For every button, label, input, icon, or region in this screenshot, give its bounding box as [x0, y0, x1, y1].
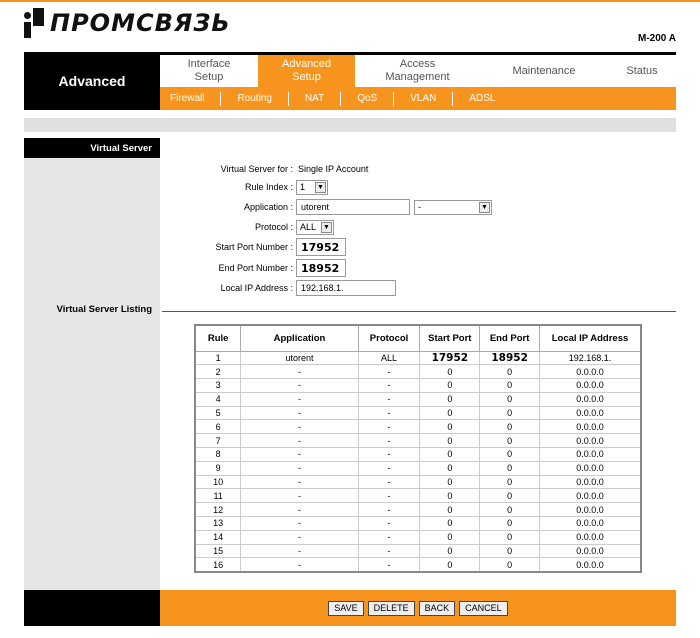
table-cell: 0 [480, 392, 540, 406]
table-cell: 0.0.0.0 [540, 544, 642, 558]
table-row [195, 475, 641, 489]
table-cell: 0 [420, 392, 480, 406]
table-cell: 1 [195, 351, 241, 365]
table-cell: 0 [420, 448, 480, 462]
save-button[interactable]: SAVE [328, 601, 363, 616]
col-rule: Rule [195, 325, 241, 351]
col-protocol: Protocol [358, 325, 420, 351]
subtab-vlan[interactable]: VLAN [393, 92, 452, 106]
col-end-port: End Port [480, 325, 540, 351]
table-cell: 0 [480, 365, 540, 379]
table-cell: 0 [480, 475, 540, 489]
table-cell: 0 [480, 503, 540, 517]
table-cell: 0 [420, 365, 480, 379]
table-cell: - [241, 530, 358, 544]
table-cell: 9 [195, 461, 241, 475]
virtual-server-table [194, 324, 642, 573]
table-cell: 0.0.0.0 [540, 475, 642, 489]
table-cell: - [358, 365, 420, 379]
table-cell: 3 [195, 379, 241, 393]
table-cell: - [358, 406, 420, 420]
table-cell: 11 [195, 489, 241, 503]
table-cell: 17952 [420, 351, 480, 365]
table-row [195, 558, 641, 572]
table-cell: 6 [195, 420, 241, 434]
application-row [164, 199, 492, 215]
table-cell: 0 [420, 530, 480, 544]
virtual-server-for-row [164, 161, 368, 177]
table-cell: - [241, 558, 358, 572]
rule-index-select[interactable]: 1 ▼ [296, 180, 328, 195]
table-cell: - [358, 448, 420, 462]
col-application: Application [241, 325, 358, 351]
table-cell: 0 [480, 544, 540, 558]
table-row [195, 448, 641, 462]
chevron-down-icon: ▼ [321, 222, 332, 233]
table-row [195, 461, 641, 475]
protocol-select[interactable]: ALL ▼ [296, 220, 334, 235]
table-cell: ALL [358, 351, 420, 365]
table-row [195, 544, 641, 558]
table-cell: 0 [420, 544, 480, 558]
subtab-routing[interactable]: Routing [220, 92, 287, 106]
chevron-down-icon: ▼ [315, 182, 326, 193]
table-cell: 4 [195, 392, 241, 406]
table-row [195, 420, 641, 434]
table-cell: - [241, 379, 358, 393]
tab-access-management[interactable]: Access Management [385, 58, 450, 83]
table-cell: utorent [241, 351, 358, 365]
table-cell: - [358, 558, 420, 572]
table-cell: 0 [480, 406, 540, 420]
logo-icon [24, 8, 44, 38]
rule-index-label: Rule Index : [244, 182, 293, 192]
table-cell: 13 [195, 517, 241, 531]
table-cell: 0.0.0.0 [540, 379, 642, 393]
table-cell: 0 [480, 434, 540, 448]
left-column [24, 138, 160, 590]
table-cell: 0 [420, 420, 480, 434]
grey-separator [24, 118, 676, 132]
top-accent-bar [0, 0, 700, 2]
subtab-firewall[interactable]: Firewall [170, 92, 205, 104]
table-cell: 0 [480, 558, 540, 572]
table-cell: - [241, 461, 358, 475]
end-port-label: End Port Number : [218, 263, 293, 273]
application-label: Application : [243, 202, 293, 212]
table-cell: - [358, 420, 420, 434]
table-cell: 0 [420, 517, 480, 531]
table-cell: 192.168.1. [540, 351, 642, 365]
table-cell: 0 [480, 379, 540, 393]
tab-interface-setup[interactable]: Interface Setup [187, 58, 231, 83]
table-cell: 0 [420, 503, 480, 517]
subtab-qos[interactable]: QoS [340, 92, 393, 106]
table-cell: - [358, 392, 420, 406]
table-cell: - [241, 517, 358, 531]
table-cell: - [241, 406, 358, 420]
delete-button[interactable]: DELETE [368, 601, 415, 616]
table-row [195, 406, 641, 420]
local-ip-row [164, 280, 396, 296]
table-cell: 0 [420, 489, 480, 503]
table-cell: 5 [195, 406, 241, 420]
table-row [195, 434, 641, 448]
table-cell: - [241, 448, 358, 462]
end-port-input[interactable]: 18952 [296, 259, 346, 277]
start-port-input[interactable]: 17952 [296, 238, 346, 256]
table-cell: 16 [195, 558, 241, 572]
rule-index-row [164, 179, 328, 195]
table-cell: - [358, 530, 420, 544]
table-cell: 0.0.0.0 [540, 503, 642, 517]
table-row [195, 517, 641, 531]
table-cell: - [241, 503, 358, 517]
col-start-port: Start Port [420, 325, 480, 351]
application-input[interactable]: utorent [296, 199, 410, 215]
local-ip-label: Local IP Address : [220, 283, 293, 293]
table-cell: - [358, 475, 420, 489]
table-cell: 0 [420, 475, 480, 489]
table-cell: - [241, 365, 358, 379]
table-cell: 0 [480, 448, 540, 462]
main-tabs [160, 55, 676, 87]
table-cell: 18952 [480, 351, 540, 365]
table-cell: 15 [195, 544, 241, 558]
table-cell: - [241, 475, 358, 489]
table-row [195, 379, 641, 393]
local-ip-input[interactable]: 192.168.1. [296, 280, 396, 296]
table-row [195, 503, 641, 517]
brand-name: ПРОМСВЯЗЬ [50, 9, 231, 37]
table-cell: - [358, 503, 420, 517]
virtual-server-for-label: Virtual Server for : [220, 164, 293, 174]
table-cell: 0.0.0.0 [540, 489, 642, 503]
footer-actions [160, 590, 676, 626]
table-cell: 0.0.0.0 [540, 517, 642, 531]
protocol-row [164, 219, 334, 235]
back-button[interactable]: BACK [419, 601, 456, 616]
footer-left [24, 590, 160, 626]
protocol-label: Protocol : [254, 222, 293, 232]
table-row [195, 351, 641, 365]
table-cell: - [358, 517, 420, 531]
table-cell: 0.0.0.0 [540, 365, 642, 379]
table-cell: 0 [480, 489, 540, 503]
table-cell: - [358, 461, 420, 475]
table-cell: 0 [480, 420, 540, 434]
start-port-label: Start Port Number : [215, 242, 293, 252]
sub-tabs [160, 87, 676, 110]
table-cell: - [358, 379, 420, 393]
device-model: M-200 A [638, 33, 676, 44]
table-cell: 0 [420, 379, 480, 393]
table-cell: - [241, 544, 358, 558]
table-cell: 0.0.0.0 [540, 434, 642, 448]
start-port-row [164, 238, 346, 256]
virtual-server-for-value: Single IP Account [298, 164, 369, 174]
table-cell: 0.0.0.0 [540, 530, 642, 544]
subtab-nat[interactable]: NAT [288, 92, 340, 106]
table-cell: - [241, 489, 358, 503]
table-cell: 0 [420, 461, 480, 475]
subtab-adsl[interactable]: ADSL [452, 92, 511, 106]
table-cell: 0 [480, 530, 540, 544]
tab-maintenance[interactable]: Maintenance [512, 64, 576, 77]
table-cell: - [358, 489, 420, 503]
col-local-ip: Local IP Address [540, 325, 642, 351]
table-cell: 8 [195, 448, 241, 462]
table-row [195, 392, 641, 406]
end-port-row [164, 259, 346, 277]
table-cell: 0.0.0.0 [540, 406, 642, 420]
table-cell: 12 [195, 503, 241, 517]
table-cell: 0 [420, 406, 480, 420]
table-cell: 0 [420, 434, 480, 448]
table-cell: 0.0.0.0 [540, 392, 642, 406]
table-cell: 0 [420, 558, 480, 572]
table-cell: - [241, 420, 358, 434]
table-cell: 0.0.0.0 [540, 558, 642, 572]
table-cell: 7 [195, 434, 241, 448]
tab-advanced-setup[interactable]: Advanced Setup [258, 55, 355, 87]
virtual-server-title: Virtual Server [24, 138, 160, 158]
tab-status[interactable]: Status [626, 64, 658, 77]
table-row [195, 530, 641, 544]
table-cell: - [358, 544, 420, 558]
nav-section-title: Advanced [24, 52, 160, 110]
table-cell: 14 [195, 530, 241, 544]
table-row [195, 365, 641, 379]
table-cell: 2 [195, 365, 241, 379]
chevron-down-icon: ▼ [479, 202, 490, 213]
table-cell: 0.0.0.0 [540, 461, 642, 475]
table-row [195, 489, 641, 503]
table-header-row [195, 325, 641, 351]
brand-logo [24, 6, 231, 40]
table-cell: 0 [480, 517, 540, 531]
table-cell: 10 [195, 475, 241, 489]
application-select[interactable]: - ▼ [414, 200, 492, 215]
table-cell: 0.0.0.0 [540, 420, 642, 434]
table-cell: - [241, 434, 358, 448]
table-cell: - [358, 434, 420, 448]
listing-divider [162, 311, 676, 312]
table-cell: - [241, 392, 358, 406]
table-cell: 0.0.0.0 [540, 448, 642, 462]
listing-title: Virtual Server Listing [56, 304, 152, 315]
table-cell: 0 [480, 461, 540, 475]
cancel-button[interactable]: CANCEL [459, 601, 508, 616]
